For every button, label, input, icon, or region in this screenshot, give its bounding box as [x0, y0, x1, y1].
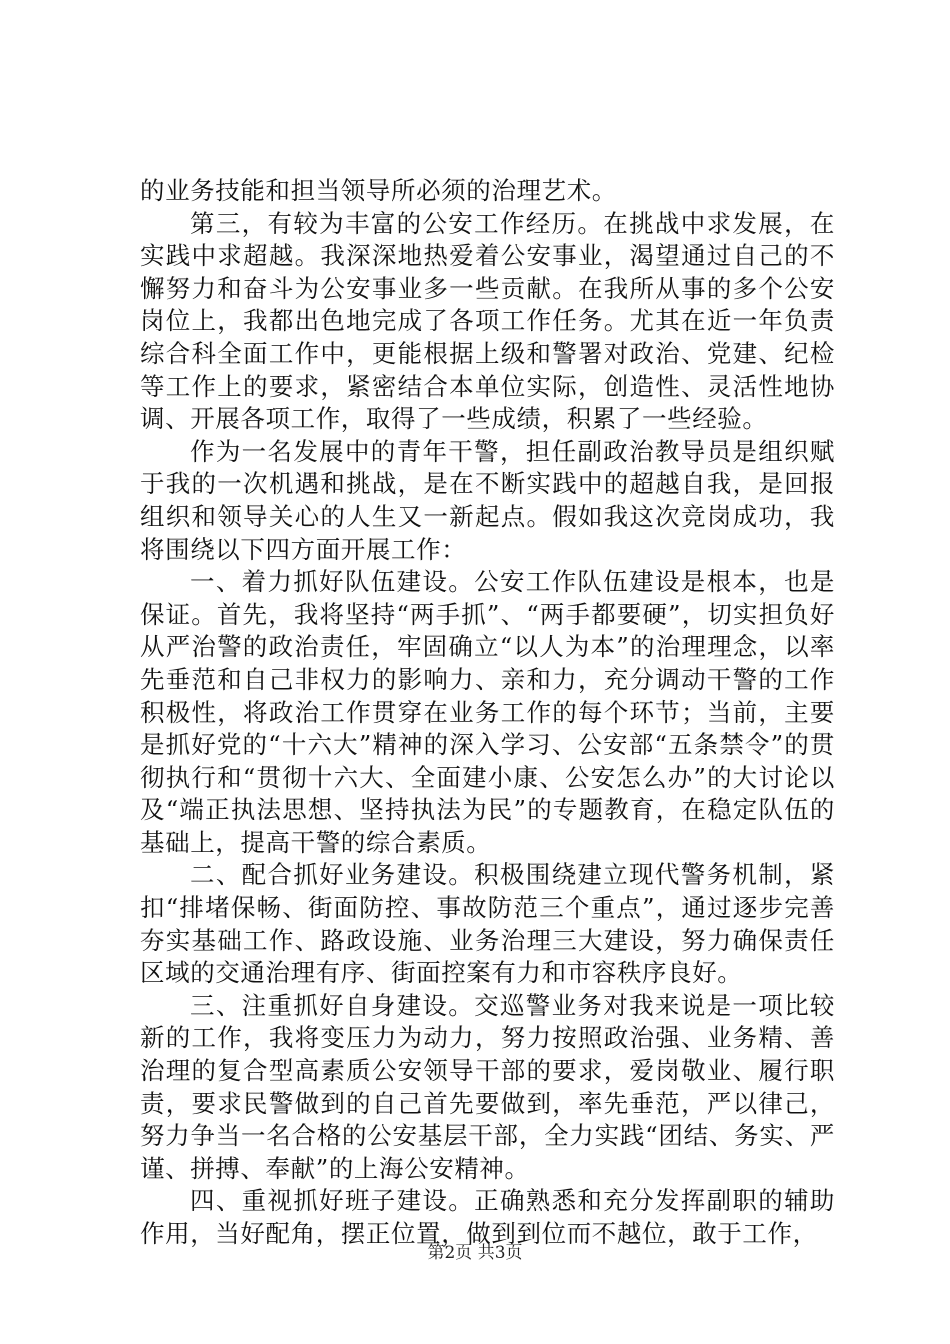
paragraph-6: 三、注重抓好自身建设。交巡警业务对我来说是一项比较新的工作，我将变压力为动力，努力按照政治强、业务精、善治理的复合型高素质公安领导干部的要求，爱岗敬业、履行职责，要求民警做到的自己首先要做到，率先垂范，严以律己，努力争当一名合格的公安基层干部，全力实践“团结、务实、严谨、拼搏、奉献”的上海公安精神。 [140, 990, 835, 1183]
paragraph-4: 一、着力抓好队伍建设。公安工作队伍建设是根本，也是保证。首先，我将坚持“两手抓”、“两手都要硬”，切实担负好从严治警的政治责任，牢固确立“以人为本”的治理理念，以率先垂范和自己非权力的影响力、亲和力，充分调动干警的工作积极性，将政治工作贯穿在业务工作的每个环节；当前，主要是抓好党的“十六大”精神的深入学习、公安部“五条禁令”的贯彻执行和“贯彻十六大、全面建小康、公安怎么办”的大讨论以及“端正执法思想、坚持执法为民”的专题教育，在稳定队伍的基础上，提高干警的综合素质。 [140, 567, 835, 857]
document-body [140, 175, 835, 1251]
page-number-footer: 第2页 共3页 [427, 1243, 523, 1263]
paragraph-3: 作为一名发展中的青年干警，担任副政治教导员是组织赋于我的一次机遇和挑战，是在不断实践中的超越自我，是回报组织和领导关心的人生又一新起点。假如我这次竞岗成功，我将围绕以下四方面开展工作： [140, 436, 835, 564]
paragraph-2: 第三，有较为丰富的公安工作经历。在挑战中求发展，在实践中求超越。我深深地热爱着公安事业，渴望通过自己的不懈努力和奋斗为公安事业多一些贡献。在我所从事的多个公安岗位上，我都出色地完成了各项工作任务。尤其在近一年负责综合科全面工作中，更能根据上级和警署对政治、党建、纪检等工作上的要求，紧密结合本单位实际，创造性、灵活性地协调、开展各项工作，取得了一些成绩，积累了一些经验。 [140, 208, 835, 434]
paragraph-7: 四、重视抓好班子建设。正确熟悉和充分发挥副职的辅助作用，当好配角，摆正位置，做到到位而不越位，敢于工作， [140, 1186, 835, 1248]
paragraph-1: 的业务技能和担当领导所必须的治理艺术。 [140, 176, 617, 205]
paragraph-5: 二、配合抓好业务建设。积极围绕建立现代警务机制，紧扣“排堵保畅、街面防控、事故防范三个重点”，通过逐步完善夯实基础工作、路政设施、业务治理三大建设，努力确保责任区域的交通治理有序、街面控案有力和市容秩序良好。 [140, 860, 835, 988]
